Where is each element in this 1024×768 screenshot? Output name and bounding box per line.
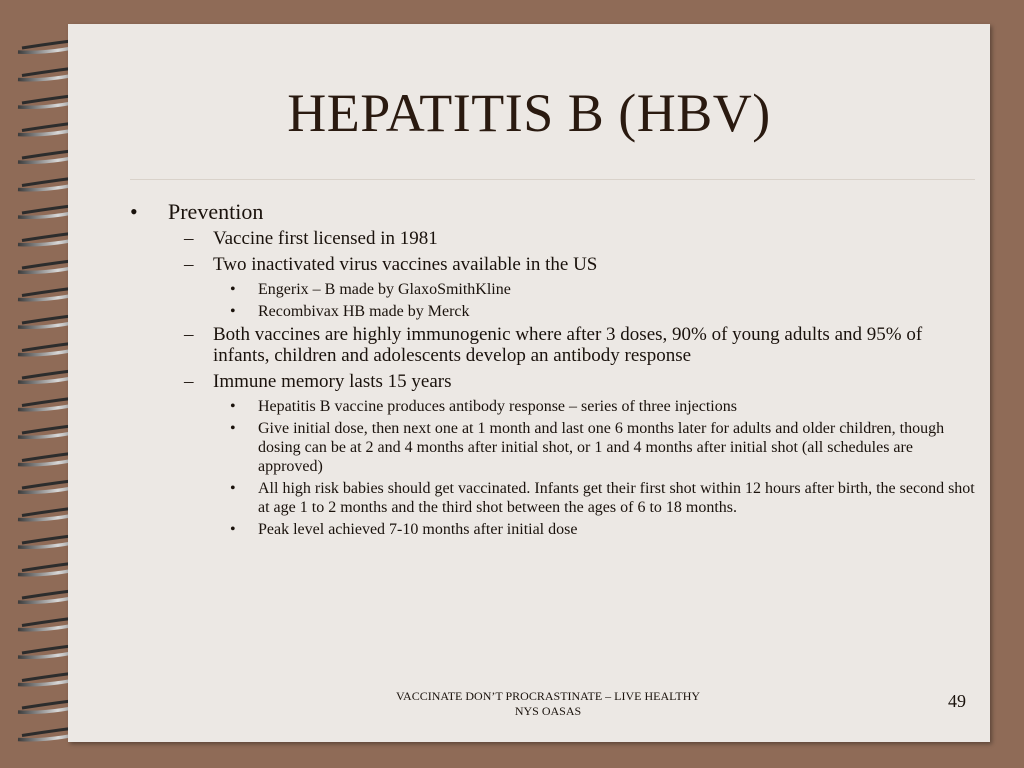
footer-line-2: NYS OASAS [514, 704, 582, 718]
bullet-level-3 [128, 280, 978, 299]
bullet-level-2 [128, 254, 978, 275]
slide-title: HEPATITIS B (HBV) [287, 83, 771, 143]
bullet-list [128, 198, 978, 542]
bullet-level-2 [128, 324, 978, 366]
bullet-marker: • [230, 281, 236, 298]
slide-footer [358, 689, 738, 719]
bullet-level-2 [128, 228, 978, 249]
bullet-level-3 [128, 302, 978, 321]
bullet-text: All high risk babies should get vaccinated. Infants get their first shot within 12 hours after birth, the second shot at age 1 to 2 months and the third shot between the ages of 6 to 18 months. [258, 480, 975, 516]
bullet-level-1 [128, 198, 978, 225]
bullet-marker: • [130, 199, 138, 224]
bullet-level-2 [128, 371, 978, 392]
bullet-text: Both vaccines are highly immunogenic where after 3 doses, 90% of young adults and 95% of infants, children and adolescents develop an antibody response [213, 324, 923, 366]
bullet-marker: • [230, 521, 236, 538]
bullet-marker: • [230, 303, 236, 320]
bullet-text: Peak level achieved 7-10 months after initial dose [258, 521, 578, 538]
bullet-text: Hepatitis B vaccine produces antibody response – series of three injections [258, 398, 737, 415]
bullet-marker: – [184, 254, 194, 275]
bullet-text: Two inactivated virus vaccines available in the US [213, 254, 598, 275]
bullet-marker: • [230, 480, 236, 497]
bullet-level-3 [128, 419, 978, 476]
bullet-level-3 [128, 520, 978, 539]
bullet-text: Prevention [168, 199, 264, 224]
bullet-text: Engerix – B made by GlaxoSmithKline [258, 281, 511, 298]
bullet-level-3 [128, 479, 978, 517]
page-number: 49 [948, 691, 966, 711]
bullet-marker: • [230, 398, 236, 415]
bullet-marker: – [184, 228, 194, 249]
footer-line-1: VACCINATE DON’T PROCRASTINATE – LIVE HEALTHY [395, 689, 701, 703]
bullet-marker: – [184, 324, 194, 345]
bullet-level-3 [128, 397, 978, 416]
bullet-text: Give initial dose, then next one at 1 month and last one 6 months later for adults and older children, though dosing can be at 2 and 4 months after initial shot, or 1 and 4 months after initial shot (all schedules are approved) [258, 420, 945, 475]
bullet-text: Vaccine first licensed in 1981 [213, 228, 438, 249]
title-divider [130, 179, 975, 180]
bullet-text: Immune memory lasts 15 years [213, 371, 452, 392]
bullet-marker: – [184, 371, 194, 392]
bullet-text: Recombivax HB made by Merck [258, 303, 470, 320]
slide-page [68, 24, 990, 742]
bullet-marker: • [230, 420, 236, 437]
